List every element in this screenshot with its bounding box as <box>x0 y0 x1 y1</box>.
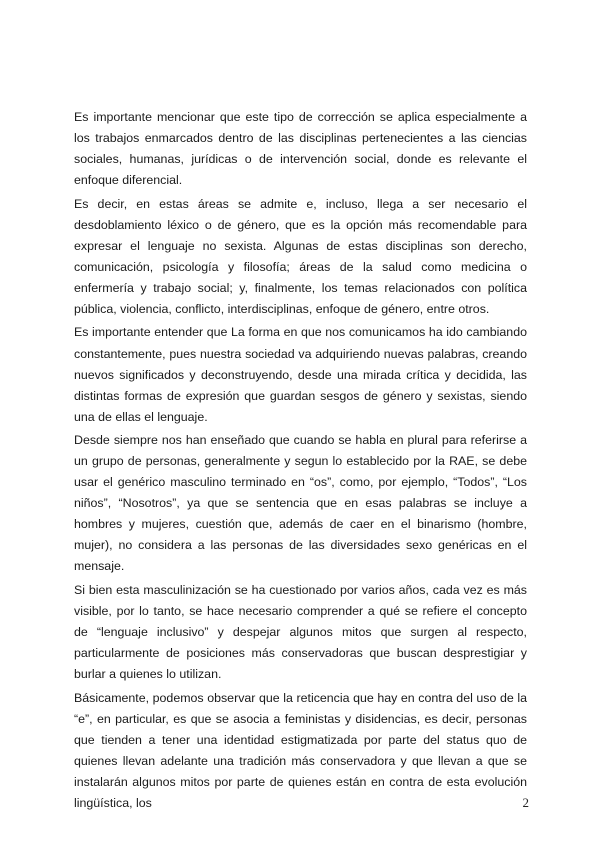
paragraph-6: Básicamente, podemos observar que la reticencia que hay en contra del uso de la “e”, en particular, es que se asocia a feministas y disidencias, es decir, personas que tienden a tener una identidad estigmatizada por parte del status quo de quienes llevan adelante una tradición más conservadora y que llevan a que se instalarán algunos mitos por parte de quienes están en contra de esta evolución lingüística, los <box>74 690 527 810</box>
paragraph-4: Desde siempre nos han enseñado que cuando se habla en plural para referirse a un grupo de personas, generalmente y segun lo establecido por la RAE, se debe usar el genérico masculino terminado en “os”, como, por ejemplo, “Todos”, “Los niños”, “Nosotros”, ya que se sentencia que en esas palabras se incluye a hombres y mujeres, cuestión que, además de caer en el binarismo (hombre, mujer), no considera a las personas de las diversidades sexo genéricas en el mensaje. <box>74 433 527 574</box>
paragraph-2: Es decir, en estas áreas se admite e, incluso, llega a ser necesario el desdoblamiento léxico o de género, que es la opción más recomendable para expresar el lenguaje no sexista. Algunas de estas disciplinas son derecho, comunicación, psicología y filosofía; áreas de la salud como medicina o enfermería y trabajo social; y, finalmente, los temas relacionados con política pública, violencia, conflicto, interdisciplinas, enfoque de género, entre otros. <box>74 196 527 316</box>
paragraph-1: Es importante mencionar que este tipo de corrección se aplica especialmente a los trabajos enmarcados dentro de las disciplinas pertenecientes a las ciencias sociales, humanas, jurídicas o de intervención social, donde es relevante el enfoque diferencial. <box>74 110 527 188</box>
paragraph-5: Si bien esta masculinización se ha cuestionado por varios años, cada vez es más visible, por lo tanto, se hace necesario comprender a qué se refiere el concepto de “lenguaje inclusivo” y despejar algunos mitos que surgen al respecto, particularmente de posiciones más conservadoras que buscan desprestigiar y burlar a quienes lo utilizan. <box>74 583 527 682</box>
page-number: 2 <box>522 795 529 810</box>
paragraph-3: Es importante entender que La forma en que nos comunicamos ha ido cambiando constantemente, pues nuestra sociedad va adquiriendo nuevas palabras, creando nuevos significados y deconstruyendo, desde una mirada crítica y decidida, las distintas formas de expresión que guardan sesgos de género y sexistas, siendo una de ellas el lenguaje. <box>74 325 527 424</box>
body-text <box>74 107 527 814</box>
